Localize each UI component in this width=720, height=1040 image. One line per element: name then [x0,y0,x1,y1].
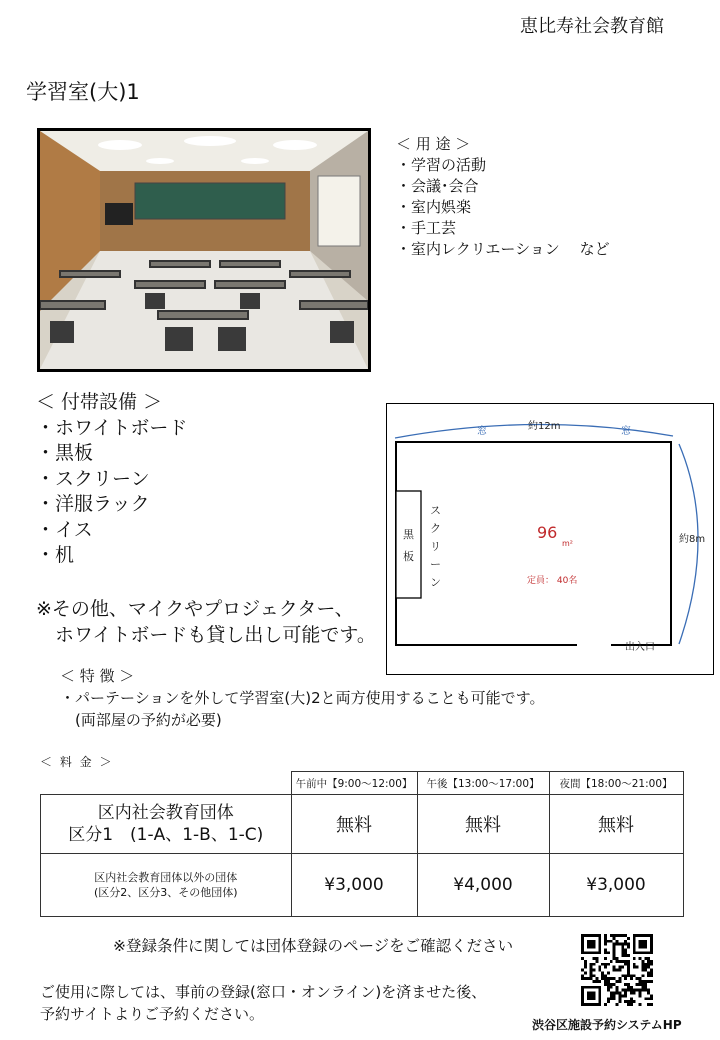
fee-cell: ¥4,000 [417,854,549,917]
blackboard [396,491,421,598]
uses-item: ・室内娯楽 [396,198,472,216]
area-unit: m² [562,539,573,548]
column-header-afternoon: 午後【13:00～17:00】 [417,772,549,795]
fees-table [40,771,684,917]
usage-note-line: 予約サイトよりご予約ください。 [40,1005,264,1023]
fee-cell: ¥3,000 [549,854,683,917]
equipment-item: ・イス [36,518,93,541]
group-name: 区内社会教育団体 [97,803,234,823]
entrance-label: 出入口 [625,642,655,653]
table-row [41,854,684,917]
lending-note [36,596,376,648]
registration-note: ※登録条件に関しては団体登録のページをご確認ください [113,937,514,955]
features-heading: ＜ 特 徴 ＞ [60,667,135,685]
width-label: 約12m [528,421,561,432]
uses-section [396,134,610,260]
page-title: 学習室(大)1 [26,80,140,104]
window-left-label: 窓 [477,426,487,437]
area-value: 96 [537,523,558,542]
window-right-label: 窓 [621,426,631,437]
group-category: 区分1 (1-A、1-B、1-C) [68,825,264,845]
group-cell [41,854,292,917]
uses-heading: ＜ 用 途 ＞ [396,135,471,153]
uses-item: ・会議･会合 [396,177,479,195]
room-photo [37,128,371,372]
fees-header-row [41,772,684,795]
usage-note-line: ご使用に際しては、事前の登録(窓口・オンライン)を済ませた後、 [40,983,487,1001]
equipment-item: ・スクリーン [36,467,150,490]
blackboard-label: 黒板 [403,528,414,563]
lending-note-line: ※その他、マイクやプロジェクター、 [36,598,354,620]
features-line: ・パーテーションを外して学習室(大)2と両方使用することも可能です。 [60,689,545,707]
uses-item: ・学習の活動 [396,156,487,174]
capacity-label: 定員： 40名 [527,576,578,586]
qr-code-icon [580,934,654,1006]
fees-heading: ＜ 料 金 ＞ [40,755,114,769]
group-category: (区分2、区分3、その他団体) [93,886,238,899]
equipment-heading: ＜ 付帯設備 ＞ [36,391,163,413]
fee-cell: 無料 [549,795,683,854]
fee-cell: 無料 [417,795,549,854]
room-photo-image [40,131,368,369]
features-section [60,665,544,731]
features-line: (両部屋の予約が必要) [60,711,222,729]
screen-label: スクリーン [430,504,441,589]
column-header-morning: 午前中【9:00～12:00】 [291,772,417,795]
depth-label: 約8m [679,534,706,545]
equipment-section [36,390,187,569]
lending-note-line: ホワイトボードも貸し出し可能です。 [36,624,376,646]
floor-plan [386,403,714,675]
facility-name: 恵比寿社会教育館 [520,16,664,37]
uses-item: ・手工芸 [396,219,457,237]
qr-code[interactable] [580,934,654,1006]
equipment-item: ・黒板 [36,442,94,464]
equipment-item: ・ホワイトボード [36,416,188,439]
fee-cell: 無料 [291,795,417,854]
reservation-system-link-label[interactable]: 渋谷区施設予約システムHP [532,1018,682,1032]
usage-note [40,981,486,1025]
uses-item: ・室内レクリエーション など [396,240,610,258]
fee-cell: ¥3,000 [291,854,417,917]
group-name: 区内社会教育団体以外の団体 [94,871,238,884]
floor-plan-drawing [387,404,713,674]
group-cell [41,795,292,854]
equipment-item: ・机 [36,544,75,566]
column-header-night: 夜間【18:00～21:00】 [549,772,683,795]
equipment-item: ・洋服ラック [36,493,150,515]
table-row [41,795,684,854]
